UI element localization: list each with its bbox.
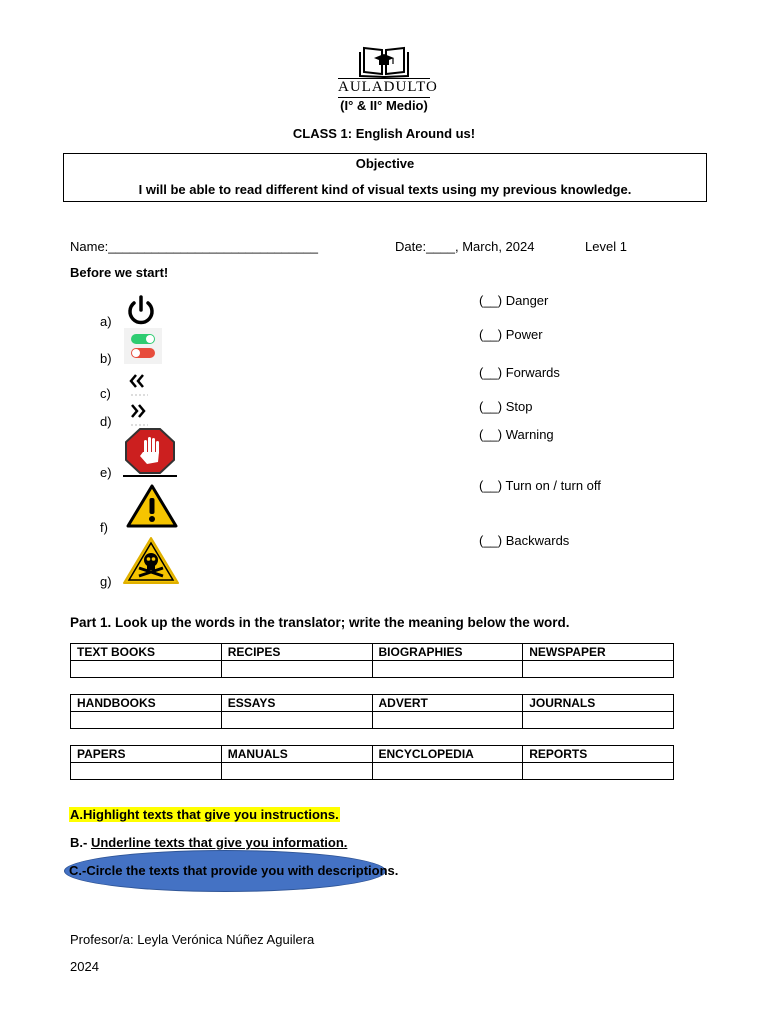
letter-e: e)	[100, 465, 112, 480]
table-row	[71, 746, 674, 763]
warning-sign-icon	[126, 484, 178, 528]
task-b-prefix: B.-	[70, 835, 91, 850]
table-cell: JOURNALS	[523, 695, 674, 712]
task-a-highlight: A.Highlight texts that give you instructions.	[70, 807, 339, 822]
part1-title: Part 1. Look up the words in the translator; write the meaning below the word.	[70, 615, 570, 630]
answer-cell[interactable]	[221, 712, 372, 729]
words-table-1	[70, 643, 674, 678]
objective-text: I will be able to read different kind of visual texts using my previous knowledge.	[138, 182, 632, 197]
objective-heading: Objective	[355, 156, 415, 171]
table-row	[71, 695, 674, 712]
answer-cell[interactable]	[221, 661, 372, 678]
answer-cell[interactable]	[221, 763, 372, 780]
answer-cell[interactable]	[523, 763, 674, 780]
letter-c: c)	[100, 386, 111, 401]
option-forwards: (__) Forwards	[479, 365, 560, 380]
book-graduation-cap-icon	[338, 42, 430, 78]
answer-cell[interactable]	[372, 763, 523, 780]
logo	[338, 42, 438, 98]
table-cell: PAPERS	[71, 746, 222, 763]
task-b-underline: Underline texts that give you information.	[90, 835, 348, 850]
table-cell: ESSAYS	[221, 695, 372, 712]
double-chevron-right-icon	[128, 402, 150, 428]
option-stop: (__) Stop	[479, 399, 533, 414]
answer-cell[interactable]	[71, 661, 222, 678]
table-cell: HANDBOOKS	[71, 695, 222, 712]
teacher-name: Profesor/a: Leyla Verónica Núñez Aguilera	[70, 932, 315, 947]
letter-b: b)	[100, 351, 112, 366]
table-cell: NEWSPAPER	[523, 644, 674, 661]
option-warning: (__) Warning	[479, 427, 554, 442]
answer-row	[71, 712, 674, 729]
date-field[interactable]: Date:____, March, 2024	[395, 239, 535, 254]
letter-g: g)	[100, 574, 112, 589]
answer-cell[interactable]	[372, 712, 523, 729]
double-chevron-left-icon	[128, 372, 150, 398]
words-table-2	[70, 694, 674, 729]
footer-year: 2024	[70, 959, 99, 974]
name-field[interactable]: Name:_____________________________	[70, 239, 318, 254]
answer-cell[interactable]	[71, 712, 222, 729]
answer-row	[71, 661, 674, 678]
table-cell: MANUALS	[221, 746, 372, 763]
logo-text: AULADULTO	[338, 79, 438, 95]
table-cell: ENCYCLOPEDIA	[372, 746, 523, 763]
letter-a: a)	[100, 314, 112, 329]
levels-label: (I° & II° Medio)	[340, 98, 428, 113]
option-power: (__) Power	[479, 327, 543, 342]
letter-d: d)	[100, 414, 112, 429]
table-cell: ADVERT	[372, 695, 523, 712]
words-table-3	[70, 745, 674, 780]
table-cell: REPORTS	[523, 746, 674, 763]
task-c: C.-Circle the texts that provide you with descriptions.	[69, 863, 399, 878]
toggle-switch-icon	[124, 328, 162, 364]
level-label: Level 1	[585, 239, 627, 254]
task-b	[70, 835, 347, 850]
skull-danger-sign-icon	[122, 536, 180, 586]
table-cell: TEXT BOOKS	[71, 644, 222, 661]
before-title: Before we start!	[70, 265, 169, 280]
option-backwards: (__) Backwards	[479, 533, 570, 548]
answer-cell[interactable]	[71, 763, 222, 780]
class-title: CLASS 1: English Around us!	[292, 126, 476, 141]
letter-f: f)	[100, 520, 108, 535]
table-cell: BIOGRAPHIES	[372, 644, 523, 661]
table-row	[71, 644, 674, 661]
answer-cell[interactable]	[372, 661, 523, 678]
stop-hand-sign-icon	[123, 428, 177, 478]
objective-box	[63, 153, 707, 202]
power-icon	[124, 294, 158, 328]
option-danger: (__) Danger	[479, 293, 549, 308]
answer-cell[interactable]	[523, 661, 674, 678]
answer-cell[interactable]	[523, 712, 674, 729]
option-turn-on-off: (__) Turn on / turn off	[479, 478, 601, 493]
table-cell: RECIPES	[221, 644, 372, 661]
answer-row	[71, 763, 674, 780]
